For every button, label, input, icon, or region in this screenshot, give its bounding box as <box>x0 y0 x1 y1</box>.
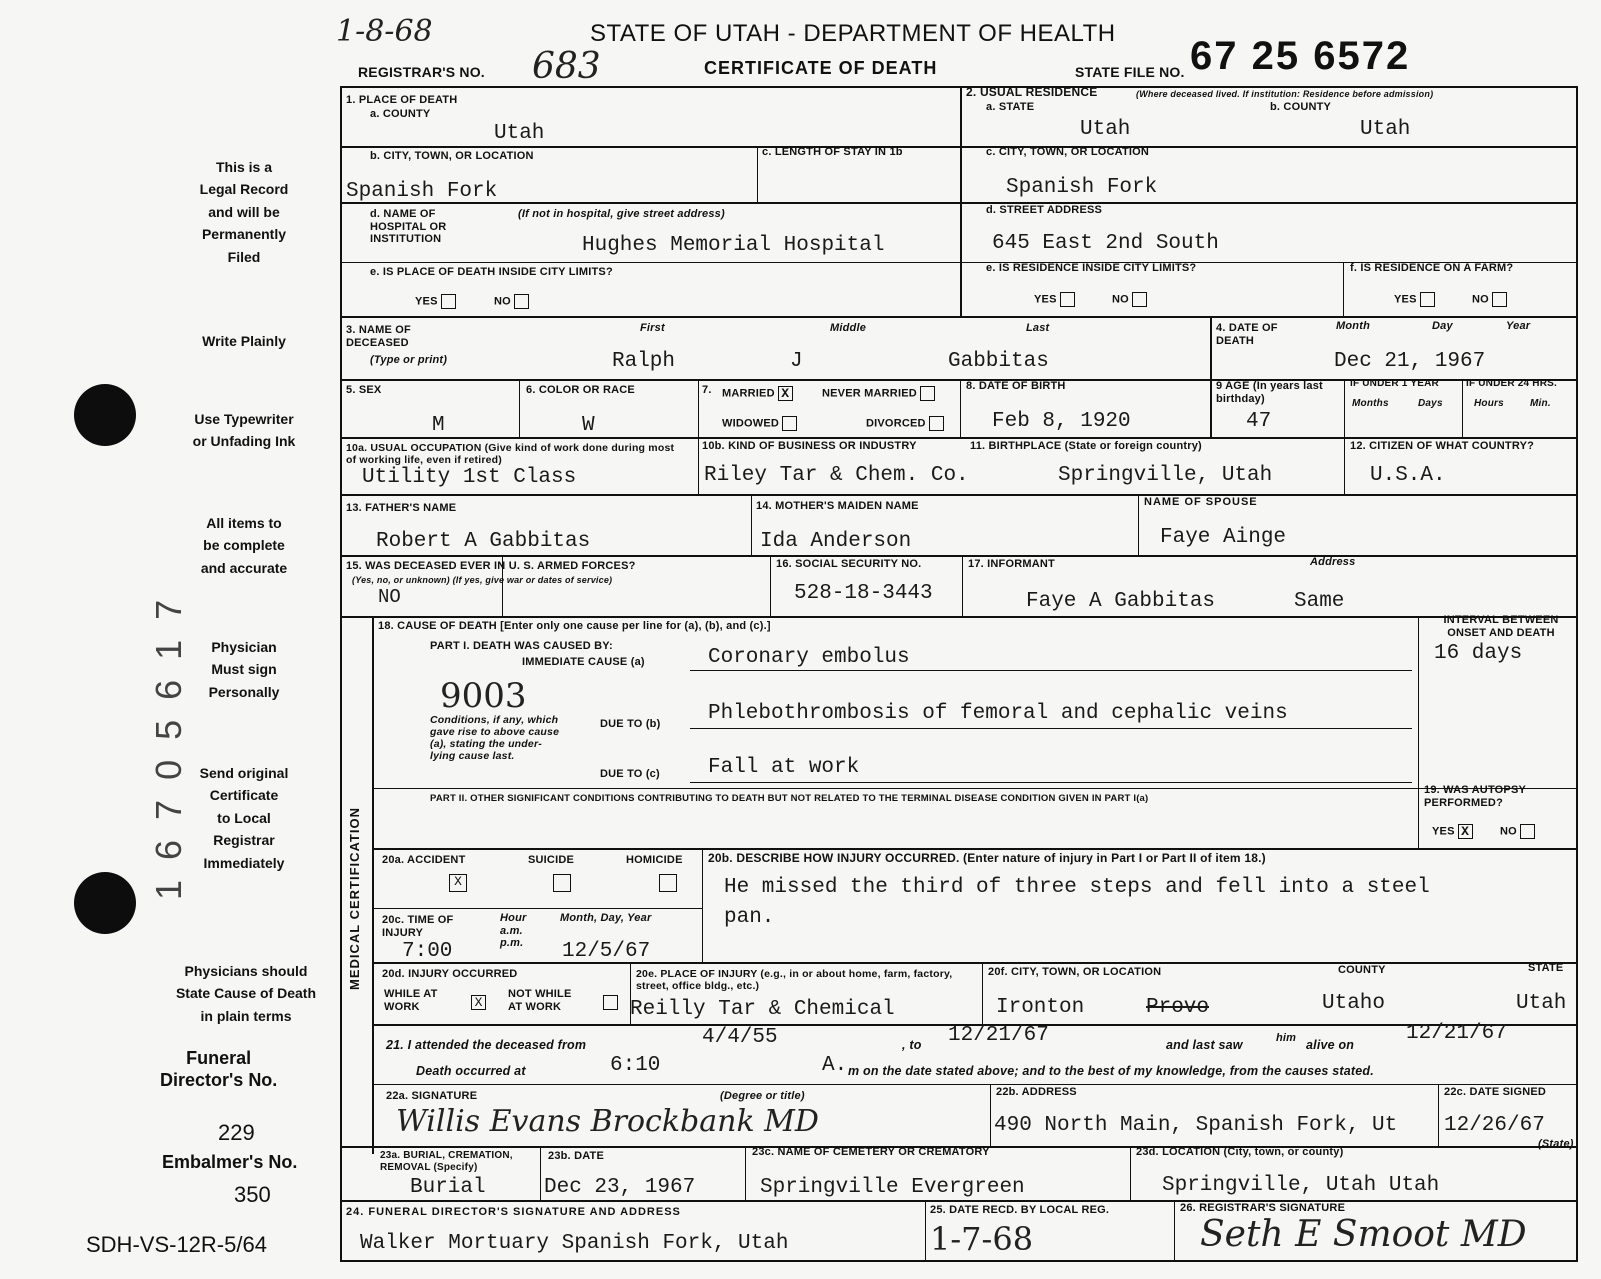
mother-value: Ida Anderson <box>760 530 912 553</box>
alive-on-value: 12/21/67 <box>1406 1022 1507 1045</box>
date-received-value: 1-7-68 <box>930 1220 1034 1258</box>
cause-c-value: Fall at work <box>708 756 860 779</box>
last-name-value: Gabbitas <box>948 350 1049 373</box>
age-label: 9 AGE (In years last birthday) <box>1216 380 1323 405</box>
medical-certification-label: MEDICAL CERTIFICATION <box>347 806 362 990</box>
attended-to-label: , to <box>902 1038 922 1052</box>
part-two-label: PART II. OTHER SIGNIFICANT CONDITIONS CONTRIBUTING TO DEATH BUT NOT RELATED TO THE TERMINAL DISEASE CONDITION GIVEN IN PART I(a) <box>430 793 1149 804</box>
street-value: 645 East 2nd South <box>992 232 1219 255</box>
city-limits-label: e. IS PLACE OF DEATH INSIDE CITY LIMITS? <box>370 266 613 278</box>
funeral-director-number: 229 <box>218 1120 255 1145</box>
armed-forces-note: (Yes, no, or unknown) (If yes, give war or dates of service) <box>352 575 613 585</box>
vertical-file-number: 1 6 7 0 5 6 1 7 <box>148 599 189 900</box>
res-state-value: Utah <box>1080 118 1131 141</box>
due-to-c-label: DUE TO (c) <box>600 768 660 780</box>
ssn-value: 528-18-3443 <box>794 582 933 605</box>
suicide-label: SUICIDE <box>528 854 575 866</box>
days-label: Days <box>1418 398 1443 409</box>
armed-forces-value: NO <box>378 586 401 608</box>
informant-address-value: Same <box>1294 590 1345 613</box>
res-city-limits-no[interactable]: NO <box>1112 292 1147 307</box>
embalmer-label: Embalmer's No. <box>162 1152 298 1172</box>
month-day-year-label: Month, Day, Year <box>560 912 652 924</box>
injury-city-value: Ironton <box>996 996 1085 1019</box>
cemetery-label: 23c. NAME OF CEMETERY OR CREMATORY <box>752 1146 990 1158</box>
physician-note: Physician Must sign Personally <box>208 639 280 700</box>
injury-state-label: STATE <box>1528 962 1564 974</box>
attended-to-value: 12/21/67 <box>948 1024 1049 1047</box>
injury-description-line1: He missed the third of three steps and fell into a steel <box>724 876 1430 899</box>
physician-address-label: 22b. ADDRESS <box>996 1086 1077 1098</box>
age-value: 47 <box>1246 410 1272 433</box>
informant-address-label: Address <box>1310 556 1356 568</box>
injury-county-value: Utaho <box>1322 992 1386 1015</box>
middle-label: Middle <box>830 322 867 334</box>
informant-label: 17. INFORMANT <box>968 558 1055 570</box>
place-of-death-label: 1. PLACE OF DEATH <box>346 94 458 106</box>
res-city-label: c. CITY, TOWN, OR LOCATION <box>986 146 1150 158</box>
autopsy-label: 19. WAS AUTOPSY PERFORMED? <box>1424 784 1526 809</box>
date-received-label: 25. DATE RECD. BY LOCAL REG. <box>930 1204 1110 1216</box>
birthplace-label: 11. BIRTHPLACE (State or foreign country) <box>970 440 1202 452</box>
physician-address-value: 490 North Main, Spanish Fork, Ut <box>994 1114 1398 1137</box>
informant-value: Faye A Gabbitas <box>1026 590 1216 613</box>
usual-residence-note: (Where deceased lived. If institution: Residence before admission) <box>1136 89 1434 99</box>
place-of-injury-label: 20e. PLACE OF INJURY (e.g., in or about home, farm, factory, street, office bldg., etc.) <box>636 968 953 993</box>
street-label: d. STREET ADDRESS <box>986 204 1103 216</box>
physicians-should-note: Physicians should State Cause of Death in plain terms <box>175 963 317 1024</box>
burial-location-value: Springville, Utah Utah <box>1162 1174 1440 1197</box>
death-ampm-value: A. <box>822 1054 848 1077</box>
res-city-limits-label: e. IS RESIDENCE INSIDE CITY LIMITS? <box>986 262 1197 274</box>
date-signed-label: 22c. DATE SIGNED <box>1444 1086 1547 1098</box>
funeral-director-label: Funeral Director's No. <box>160 1048 278 1090</box>
funeral-director-signature-label: 24. FUNERAL DIRECTOR'S SIGNATURE AND ADDRESS <box>346 1206 681 1218</box>
mother-label: 14. MOTHER'S MAIDEN NAME <box>756 500 919 512</box>
county-value: Utah <box>494 122 545 145</box>
last-label: Last <box>1026 322 1050 334</box>
occupation-label: 10a. USUAL OCCUPATION (Give kind of work done during most of working life, even if retired) <box>346 442 675 467</box>
autopsy-yes[interactable]: YES X <box>1432 824 1473 839</box>
write-plainly-note: Write Plainly <box>202 333 286 349</box>
armed-forces-label: 15. WAS DECEASED EVER IN U. S. ARMED FORCES? <box>346 560 636 572</box>
city-label: b. CITY, TOWN, OR LOCATION <box>370 150 534 162</box>
injury-state-value: Utah <box>1516 992 1567 1015</box>
attended-label: 21. I attended the deceased from <box>386 1038 587 1052</box>
send-original-note: Send original Certificate to Local Registrar Immediately <box>199 765 289 871</box>
marital-number: 7. <box>702 384 712 396</box>
not-while-at-work-checkbox[interactable] <box>600 994 618 1012</box>
father-value: Robert A Gabbitas <box>376 530 591 553</box>
res-state-label: a. STATE <box>986 101 1035 113</box>
usual-residence-label: 2. USUAL RESIDENCE <box>966 85 1098 99</box>
father-label: 13. FATHER'S NAME <box>346 502 457 514</box>
hospital-note: (If not in hospital, give street address) <box>518 208 725 220</box>
burial-label: 23a. BURIAL, CREMATION, REMOVAL (Specify) <box>380 1150 513 1173</box>
res-city-limits-yes[interactable]: YES <box>1034 292 1075 307</box>
registrar-label: REGISTRAR'S NO. <box>358 64 485 80</box>
registrar-signature: Seth E Smoot MD <box>1200 1214 1527 1255</box>
him-label: him <box>1276 1032 1297 1044</box>
middle-name-value: J <box>790 350 803 373</box>
never-married-checkbox[interactable]: NEVER MARRIED <box>822 386 935 401</box>
widowed-checkbox[interactable]: WIDOWED <box>722 416 797 431</box>
spouse-value: Faye Ainge <box>1160 526 1287 549</box>
attended-from-value: 4/4/55 <box>702 1026 778 1049</box>
physician-signature-label: 22a. SIGNATURE <box>386 1090 478 1102</box>
degree-label: (Degree or title) <box>720 1090 805 1102</box>
first-name-value: Ralph <box>612 350 676 373</box>
typewriter-note: Use Typewriter or Unfading Ink <box>192 411 296 450</box>
ssn-label: 16. SOCIAL SECURITY NO. <box>776 558 922 570</box>
injury-city-struck: Provo <box>1146 996 1210 1019</box>
funeral-director-value: Walker Mortuary Spanish Fork, Utah <box>360 1232 789 1255</box>
injury-description-line2: pan. <box>724 906 775 929</box>
date-signed-value: 12/26/67 <box>1444 1114 1545 1137</box>
injury-description-label: 20b. DESCRIBE HOW INJURY OCCURRED. (Enter nature of injury in Part I or Part II of item 18.) <box>708 851 1266 865</box>
city-limits-yes[interactable]: YES <box>415 294 456 309</box>
married-checkbox[interactable]: MARRIED X <box>722 386 793 401</box>
handwritten-date: 1-8-68 <box>336 14 433 49</box>
county-label: a. COUNTY <box>370 108 431 120</box>
time-of-injury-value: 7:00 <box>402 940 453 963</box>
res-county-value: Utah <box>1360 118 1411 141</box>
burial-location-label: 23d. LOCATION (City, town, or county) <box>1136 1146 1344 1158</box>
place-of-injury-value: Reilly Tar & Chemical <box>630 998 895 1021</box>
farm-label: f. IS RESIDENCE ON A FARM? <box>1350 262 1514 274</box>
birthplace-value: Springville, Utah <box>1058 464 1273 487</box>
accident-label: 20a. ACCIDENT <box>382 854 466 866</box>
complete-note: All items to be complete and accurate <box>200 515 288 576</box>
length-of-stay-label: c. LENGTH OF STAY IN 1b <box>762 146 903 158</box>
deceased-name-label: 3. NAME OF DECEASED <box>346 324 411 349</box>
conditions-note: Conditions, if any, which gave rise to above cause (a), stating the under- lying cause last. <box>430 714 560 763</box>
while-at-work-checkbox[interactable]: X <box>468 994 486 1012</box>
injury-occurred-label: 20d. INJURY OCCURRED <box>382 968 518 980</box>
first-label: First <box>640 322 665 334</box>
injury-county-label: COUNTY <box>1338 964 1386 976</box>
immediate-cause-label: IMMEDIATE CAUSE (a) <box>522 656 645 668</box>
cemetery-value: Springville Evergreen <box>760 1176 1025 1199</box>
under-24-hrs-label: IF UNDER 24 HRS. <box>1466 378 1557 389</box>
date-of-death-label: 4. DATE OF DEATH <box>1216 322 1278 347</box>
res-county-label: b. COUNTY <box>1270 101 1332 113</box>
birth-date-value: Feb 8, 1920 <box>992 410 1131 433</box>
day-label: Day <box>1432 320 1453 332</box>
form-title: CERTIFICATE OF DEATH <box>704 58 938 78</box>
burial-value: Burial <box>410 1176 486 1199</box>
hospital-label: d. NAME OF HOSPITAL OR INSTITUTION <box>370 208 447 246</box>
occupation-value: Utility 1st Class <box>362 466 577 489</box>
deceased-name-note: (Type or print) <box>370 354 448 366</box>
cause-code: 9003 <box>440 676 527 716</box>
death-time-value: 6:10 <box>610 1054 661 1077</box>
homicide-label: HOMICIDE <box>626 854 683 866</box>
birth-date-label: 8. DATE OF BIRTH <box>966 380 1066 392</box>
citizen-label: 12. CITIZEN OF WHAT COUNTRY? <box>1350 440 1535 452</box>
homicide-checkbox[interactable] <box>656 874 677 892</box>
autopsy-no[interactable]: NO <box>1500 824 1535 839</box>
months-label: Months <box>1352 398 1389 409</box>
min-label: Min. <box>1530 398 1551 409</box>
burial-date-value: Dec 23, 1967 <box>544 1176 696 1199</box>
month-label: Month <box>1336 320 1370 332</box>
alive-on-label: alive on <box>1306 1038 1355 1052</box>
time-of-injury-label: 20c. TIME OF INJURY <box>382 914 454 939</box>
registrar-number: 683 <box>532 46 601 87</box>
punch-hole-top <box>74 384 136 446</box>
not-while-at-work-label: NOT WHILE AT WORK <box>508 988 572 1013</box>
hours-label: Hours <box>1474 398 1504 409</box>
cause-b-value: Phlebothrombosis of femoral and cephalic veins <box>708 702 1288 725</box>
agency-title: STATE OF UTAH - DEPARTMENT OF HEALTH <box>590 20 1116 47</box>
business-label: 10b. KIND OF BUSINESS OR INDUSTRY <box>702 440 917 452</box>
due-to-b-label: DUE TO (b) <box>600 718 661 730</box>
registrar-signature-label: 26. REGISTRAR'S SIGNATURE <box>1180 1202 1346 1214</box>
burial-date-label: 23b. DATE <box>548 1150 604 1162</box>
hospital-value: Hughes Memorial Hospital <box>582 234 885 257</box>
embalmer-number: 350 <box>234 1182 271 1207</box>
date-of-death-value: Dec 21, 1967 <box>1334 350 1486 373</box>
part-one-label: PART I. DEATH WAS CAUSED BY: <box>430 640 613 652</box>
physician-signature: Willis Evans Brockbank MD <box>396 1104 819 1139</box>
death-occurred-label: Death occurred at <box>416 1064 526 1078</box>
spouse-label: NAME OF SPOUSE <box>1144 496 1258 508</box>
death-statement-label: m on the date stated above; and to the best of my knowledge, from the causes stated. <box>848 1064 1374 1078</box>
cause-of-death-label: 18. CAUSE OF DEATH [Enter only one cause per line for (a), (b), and (c).] <box>378 620 771 632</box>
accident-checkbox[interactable]: X <box>446 874 467 892</box>
farm-no[interactable]: NO <box>1472 292 1507 307</box>
state-file-label: STATE FILE NO. <box>1075 64 1185 80</box>
business-value: Riley Tar & Chem. Co. <box>704 464 969 487</box>
res-city-value: Spanish Fork <box>1006 176 1158 199</box>
immediate-cause-value: Coronary embolus <box>708 646 910 669</box>
legal-record-note: This is a Legal Record and will be Permanently Filed <box>199 159 289 265</box>
injury-date-value: 12/5/67 <box>562 940 651 963</box>
while-at-work-label: WHILE AT WORK <box>384 988 438 1013</box>
injury-city-label: 20f. CITY, TOWN, OR LOCATION <box>988 966 1162 978</box>
race-label: 6. COLOR OR RACE <box>526 384 635 396</box>
form-code: SDH-VS-12R-5/64 <box>86 1232 267 1257</box>
state-file-number: 67 25 6572 <box>1190 34 1411 78</box>
race-value: W <box>582 414 595 437</box>
hour-label: Hour a.m. p.m. <box>500 912 527 950</box>
farm-yes[interactable]: YES <box>1394 292 1435 307</box>
under-one-year-label: IF UNDER 1 YEAR <box>1350 378 1439 389</box>
divorced-checkbox[interactable]: DIVORCED <box>866 416 944 431</box>
interval-label: INTERVAL BETWEEN ONSET AND DEATH <box>1443 614 1559 639</box>
sex-value: M <box>432 414 445 437</box>
year-label: Year <box>1506 320 1531 332</box>
state-paren-label: (State) <box>1538 1138 1574 1150</box>
suicide-checkbox[interactable] <box>550 874 571 892</box>
sex-label: 5. SEX <box>346 384 382 396</box>
city-limits-no[interactable]: NO <box>494 294 529 309</box>
citizen-value: U.S.A. <box>1370 464 1446 487</box>
last-saw-label: and last saw <box>1166 1038 1243 1052</box>
punch-hole-bottom <box>74 872 136 934</box>
city-value: Spanish Fork <box>346 180 498 203</box>
interval-value: 16 days <box>1434 642 1523 665</box>
